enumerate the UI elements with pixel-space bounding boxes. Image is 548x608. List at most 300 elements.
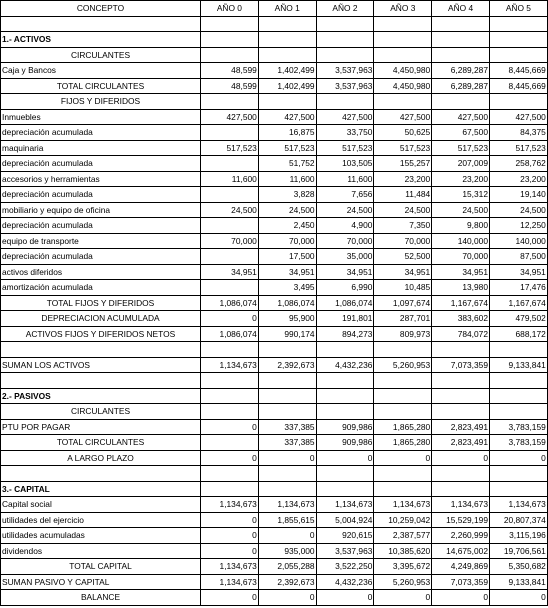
value-cell[interactable]: 2,392,673 <box>258 357 316 373</box>
value-cell[interactable]: 427,500 <box>489 109 547 125</box>
value-cell[interactable]: 11,484 <box>374 187 432 203</box>
value-cell[interactable]: 2,055,288 <box>258 559 316 575</box>
row-label-cell[interactable]: depreciación acumulada <box>1 187 201 203</box>
value-cell[interactable]: 155,257 <box>374 156 432 172</box>
table-row <box>1 497 548 513</box>
row-label-cell[interactable]: depreciación acumulada <box>1 125 201 141</box>
table-row <box>1 311 548 327</box>
table-row <box>1 435 548 451</box>
value-cell[interactable]: 11,600 <box>316 171 374 187</box>
value-cell[interactable]: 0 <box>316 450 374 466</box>
value-cell[interactable]: 427,500 <box>432 109 490 125</box>
value-cell[interactable] <box>316 466 374 482</box>
row-label-cell[interactable]: maquinaria <box>1 140 201 156</box>
value-cell[interactable]: 427,500 <box>316 109 374 125</box>
value-cell[interactable]: 14,675,002 <box>432 543 490 559</box>
table-row <box>1 295 548 311</box>
value-cell[interactable]: 95,900 <box>258 311 316 327</box>
value-cell[interactable] <box>201 280 259 296</box>
row-label-cell[interactable]: depreciación acumulada <box>1 249 201 265</box>
value-cell[interactable] <box>201 218 259 234</box>
table-row <box>1 419 548 435</box>
value-cell[interactable]: 1,855,615 <box>258 512 316 528</box>
value-cell[interactable]: 34,951 <box>258 264 316 280</box>
value-cell[interactable]: 0 <box>316 590 374 606</box>
value-cell[interactable] <box>432 16 490 32</box>
value-cell[interactable]: 11,600 <box>201 171 259 187</box>
value-cell[interactable]: 517,523 <box>489 140 547 156</box>
value-cell[interactable]: 34,951 <box>432 264 490 280</box>
value-cell[interactable]: 1,134,673 <box>201 497 259 513</box>
value-cell[interactable]: 4,900 <box>316 218 374 234</box>
row-label-cell[interactable]: 2.- PASIVOS <box>1 388 201 404</box>
value-cell[interactable] <box>489 47 547 63</box>
value-cell[interactable]: 0 <box>432 590 490 606</box>
value-cell[interactable]: 1,134,673 <box>432 497 490 513</box>
value-cell[interactable] <box>316 16 374 32</box>
value-cell[interactable] <box>258 388 316 404</box>
row-label-cell[interactable]: utilidades del ejercicio <box>1 512 201 528</box>
value-cell[interactable]: 20,807,374 <box>489 512 547 528</box>
value-cell[interactable]: 517,523 <box>374 140 432 156</box>
value-cell[interactable] <box>432 466 490 482</box>
table-row <box>1 171 548 187</box>
value-cell[interactable] <box>432 388 490 404</box>
value-cell[interactable] <box>374 481 432 497</box>
value-cell[interactable] <box>489 481 547 497</box>
value-cell[interactable] <box>201 32 259 48</box>
value-cell[interactable]: 337,385 <box>258 419 316 435</box>
value-cell[interactable] <box>432 94 490 110</box>
value-cell[interactable]: 16,875 <box>258 125 316 141</box>
value-cell[interactable] <box>258 94 316 110</box>
value-cell[interactable] <box>201 16 259 32</box>
value-cell[interactable]: 7,656 <box>316 187 374 203</box>
row-label-cell[interactable]: BALANCE <box>1 590 201 606</box>
table-row <box>1 202 548 218</box>
value-cell[interactable]: 24,500 <box>374 202 432 218</box>
value-cell[interactable]: 517,523 <box>316 140 374 156</box>
value-cell[interactable]: 427,500 <box>201 109 259 125</box>
table-row <box>1 280 548 296</box>
row-label-cell[interactable]: equipo de transporte <box>1 233 201 249</box>
value-cell[interactable]: 383,602 <box>432 311 490 327</box>
value-cell[interactable]: 3,537,963 <box>316 63 374 79</box>
row-label-cell[interactable]: DEPRECIACION ACUMULADA <box>1 311 201 327</box>
table-row <box>1 47 548 63</box>
value-cell[interactable]: 70,000 <box>316 233 374 249</box>
value-cell[interactable]: 337,385 <box>258 435 316 451</box>
row-label-cell[interactable]: activos diferidos <box>1 264 201 280</box>
value-cell[interactable]: 51,752 <box>258 156 316 172</box>
header-year-2[interactable]: AÑO 2 <box>316 1 374 17</box>
value-cell[interactable] <box>201 249 259 265</box>
value-cell[interactable]: 6,990 <box>316 280 374 296</box>
row-label-cell[interactable]: CIRCULANTES <box>1 404 201 420</box>
value-cell[interactable]: 1,086,074 <box>258 295 316 311</box>
value-cell[interactable]: 1,865,280 <box>374 435 432 451</box>
value-cell[interactable]: 3,115,196 <box>489 528 547 544</box>
row-label-cell[interactable] <box>1 16 201 32</box>
row-label-cell[interactable]: depreciación acumulada <box>1 156 201 172</box>
row-label-cell[interactable]: TOTAL CAPITAL <box>1 559 201 575</box>
value-cell[interactable]: 34,951 <box>316 264 374 280</box>
row-label-cell[interactable]: ACTIVOS FIJOS Y DIFERIDOS NETOS <box>1 326 201 342</box>
value-cell[interactable]: 7,073,359 <box>432 574 490 590</box>
value-cell[interactable]: 1,086,074 <box>201 326 259 342</box>
value-cell[interactable]: 5,350,682 <box>489 559 547 575</box>
value-cell[interactable]: 427,500 <box>258 109 316 125</box>
value-cell[interactable]: 70,000 <box>258 233 316 249</box>
row-label-cell[interactable]: CIRCULANTES <box>1 47 201 63</box>
value-cell[interactable]: 13,980 <box>432 280 490 296</box>
value-cell[interactable] <box>489 404 547 420</box>
value-cell[interactable] <box>316 47 374 63</box>
value-cell[interactable] <box>374 32 432 48</box>
value-cell[interactable]: 50,625 <box>374 125 432 141</box>
value-cell[interactable]: 23,200 <box>489 171 547 187</box>
row-label-cell[interactable]: TOTAL FIJOS Y DIFERIDOS <box>1 295 201 311</box>
row-label-cell[interactable]: accesorios y herramientas <box>1 171 201 187</box>
row-label-cell[interactable]: depreciación acumulada <box>1 218 201 234</box>
value-cell[interactable]: 909,986 <box>316 419 374 435</box>
value-cell[interactable]: 103,505 <box>316 156 374 172</box>
value-cell[interactable]: 258,762 <box>489 156 547 172</box>
value-cell[interactable]: 35,000 <box>316 249 374 265</box>
value-cell[interactable] <box>374 388 432 404</box>
value-cell[interactable]: 2,387,577 <box>374 528 432 544</box>
value-cell[interactable]: 10,485 <box>374 280 432 296</box>
value-cell[interactable]: 24,500 <box>316 202 374 218</box>
value-cell[interactable]: 0 <box>489 590 547 606</box>
value-cell[interactable] <box>201 404 259 420</box>
value-cell[interactable] <box>489 342 547 358</box>
value-cell[interactable]: 427,500 <box>374 109 432 125</box>
value-cell[interactable]: 0 <box>201 450 259 466</box>
value-cell[interactable] <box>489 94 547 110</box>
value-cell[interactable] <box>201 187 259 203</box>
table-row <box>1 218 548 234</box>
row-label-cell[interactable]: A LARGO PLAZO <box>1 450 201 466</box>
header-row <box>1 1 548 17</box>
value-cell[interactable] <box>374 404 432 420</box>
value-cell[interactable]: 909,986 <box>316 435 374 451</box>
value-cell[interactable]: 0 <box>374 590 432 606</box>
value-cell[interactable]: 935,000 <box>258 543 316 559</box>
value-cell[interactable]: 24,500 <box>489 202 547 218</box>
value-cell[interactable]: 70,000 <box>374 233 432 249</box>
table-row <box>1 342 548 358</box>
value-cell[interactable]: 3,495 <box>258 280 316 296</box>
value-cell[interactable] <box>258 16 316 32</box>
table-row <box>1 249 548 265</box>
value-cell[interactable] <box>489 32 547 48</box>
value-cell[interactable]: 0 <box>201 419 259 435</box>
row-label-cell[interactable] <box>1 466 201 482</box>
header-year-0[interactable]: AÑO 0 <box>201 1 259 17</box>
value-cell[interactable]: 0 <box>201 543 259 559</box>
value-cell[interactable]: 15,529,199 <box>432 512 490 528</box>
table-row <box>1 156 548 172</box>
value-cell[interactable]: 10,385,620 <box>374 543 432 559</box>
value-cell[interactable]: 24,500 <box>432 202 490 218</box>
value-cell[interactable]: 1,134,673 <box>316 497 374 513</box>
table-row <box>1 373 548 389</box>
value-cell[interactable]: 2,823,491 <box>432 419 490 435</box>
value-cell[interactable]: 3,783,159 <box>489 435 547 451</box>
value-cell[interactable]: 9,800 <box>432 218 490 234</box>
value-cell[interactable] <box>258 404 316 420</box>
value-cell[interactable]: 7,350 <box>374 218 432 234</box>
value-cell[interactable]: 8,445,669 <box>489 63 547 79</box>
value-cell[interactable]: 23,200 <box>374 171 432 187</box>
value-cell[interactable]: 191,801 <box>316 311 374 327</box>
row-label-cell[interactable]: 3.- CAPITAL <box>1 481 201 497</box>
value-cell[interactable] <box>374 47 432 63</box>
value-cell[interactable] <box>201 466 259 482</box>
table-row <box>1 590 548 606</box>
value-cell[interactable]: 1,134,673 <box>201 559 259 575</box>
value-cell[interactable] <box>258 47 316 63</box>
value-cell[interactable] <box>316 373 374 389</box>
sheet-body <box>1 16 548 605</box>
value-cell[interactable]: 1,402,499 <box>258 63 316 79</box>
value-cell[interactable] <box>489 16 547 32</box>
value-cell[interactable]: 0 <box>374 450 432 466</box>
value-cell[interactable]: 8,445,669 <box>489 78 547 94</box>
value-cell[interactable] <box>374 373 432 389</box>
value-cell[interactable]: 48,599 <box>201 63 259 79</box>
table-row <box>1 32 548 48</box>
value-cell[interactable]: 0 <box>258 590 316 606</box>
value-cell[interactable]: 3,395,672 <box>374 559 432 575</box>
value-cell[interactable]: 0 <box>258 528 316 544</box>
row-label-cell[interactable] <box>1 373 201 389</box>
value-cell[interactable] <box>201 373 259 389</box>
value-cell[interactable]: 920,615 <box>316 528 374 544</box>
row-label-cell[interactable]: Inmuebles <box>1 109 201 125</box>
value-cell[interactable]: 2,450 <box>258 218 316 234</box>
row-label-cell[interactable]: SUMAN PASIVO Y CAPITAL <box>1 574 201 590</box>
value-cell[interactable]: 2,823,491 <box>432 435 490 451</box>
value-cell[interactable] <box>258 342 316 358</box>
value-cell[interactable]: 52,500 <box>374 249 432 265</box>
row-label-cell[interactable]: TOTAL CIRCULANTES <box>1 435 201 451</box>
value-cell[interactable]: 7,073,359 <box>432 357 490 373</box>
value-cell[interactable]: 9,133,841 <box>489 574 547 590</box>
value-cell[interactable] <box>258 481 316 497</box>
value-cell[interactable]: 4,450,980 <box>374 63 432 79</box>
value-cell[interactable]: 23,200 <box>432 171 490 187</box>
table-row <box>1 357 548 373</box>
value-cell[interactable] <box>432 481 490 497</box>
value-cell[interactable]: 11,600 <box>258 171 316 187</box>
table-row <box>1 512 548 528</box>
value-cell[interactable]: 6,289,287 <box>432 63 490 79</box>
value-cell[interactable]: 15,312 <box>432 187 490 203</box>
row-label-cell[interactable]: Capital social <box>1 497 201 513</box>
value-cell[interactable]: 140,000 <box>432 233 490 249</box>
value-cell[interactable]: 2,392,673 <box>258 574 316 590</box>
value-cell[interactable]: 5,260,953 <box>374 574 432 590</box>
row-label-cell[interactable]: PTU POR PAGAR <box>1 419 201 435</box>
row-label-cell[interactable]: TOTAL CIRCULANTES <box>1 78 201 94</box>
value-cell[interactable]: 2,260,999 <box>432 528 490 544</box>
value-cell[interactable]: 784,072 <box>432 326 490 342</box>
value-cell[interactable]: 19,140 <box>489 187 547 203</box>
value-cell[interactable]: 24,500 <box>201 202 259 218</box>
value-cell[interactable]: 87,500 <box>489 249 547 265</box>
row-label-cell[interactable] <box>1 342 201 358</box>
row-label-cell[interactable]: mobiliario y equipo de oficina <box>1 202 201 218</box>
value-cell[interactable]: 4,450,980 <box>374 78 432 94</box>
value-cell[interactable] <box>201 125 259 141</box>
value-cell[interactable] <box>201 435 259 451</box>
value-cell[interactable]: 1,865,280 <box>374 419 432 435</box>
table-row <box>1 543 548 559</box>
table-row <box>1 94 548 110</box>
value-cell[interactable]: 207,009 <box>432 156 490 172</box>
value-cell[interactable] <box>201 481 259 497</box>
value-cell[interactable]: 479,502 <box>489 311 547 327</box>
value-cell[interactable]: 3,522,250 <box>316 559 374 575</box>
value-cell[interactable] <box>432 404 490 420</box>
value-cell[interactable]: 1,134,673 <box>258 497 316 513</box>
value-cell[interactable]: 688,172 <box>489 326 547 342</box>
value-cell[interactable]: 517,523 <box>432 140 490 156</box>
value-cell[interactable]: 6,289,287 <box>432 78 490 94</box>
value-cell[interactable]: 1,134,673 <box>201 357 259 373</box>
value-cell[interactable]: 3,537,963 <box>316 543 374 559</box>
value-cell[interactable] <box>489 373 547 389</box>
value-cell[interactable]: 1,134,673 <box>374 497 432 513</box>
value-cell[interactable]: 809,973 <box>374 326 432 342</box>
value-cell[interactable] <box>201 388 259 404</box>
value-cell[interactable]: 48,599 <box>201 78 259 94</box>
row-label-cell[interactable]: SUMAN LOS ACTIVOS <box>1 357 201 373</box>
value-cell[interactable]: 24,500 <box>258 202 316 218</box>
value-cell[interactable] <box>432 47 490 63</box>
header-year-1[interactable]: AÑO 1 <box>258 1 316 17</box>
table-row <box>1 574 548 590</box>
value-cell[interactable] <box>316 94 374 110</box>
value-cell[interactable]: 5,260,953 <box>374 357 432 373</box>
value-cell[interactable]: 0 <box>201 590 259 606</box>
value-cell[interactable]: 140,000 <box>489 233 547 249</box>
value-cell[interactable]: 1,134,673 <box>201 574 259 590</box>
value-cell[interactable] <box>489 466 547 482</box>
value-cell[interactable]: 3,783,159 <box>489 419 547 435</box>
row-label-cell[interactable]: utilidades acumuladas <box>1 528 201 544</box>
value-cell[interactable]: 70,000 <box>432 249 490 265</box>
table-row <box>1 466 548 482</box>
value-cell[interactable] <box>316 388 374 404</box>
value-cell[interactable] <box>201 156 259 172</box>
value-cell[interactable]: 17,500 <box>258 249 316 265</box>
value-cell[interactable]: 34,951 <box>374 264 432 280</box>
header-year-4[interactable]: AÑO 4 <box>432 1 490 17</box>
value-cell[interactable] <box>201 94 259 110</box>
value-cell[interactable]: 894,273 <box>316 326 374 342</box>
value-cell[interactable] <box>316 32 374 48</box>
value-cell[interactable]: 9,133,841 <box>489 357 547 373</box>
value-cell[interactable]: 17,476 <box>489 280 547 296</box>
table-row <box>1 528 548 544</box>
value-cell[interactable] <box>201 342 259 358</box>
value-cell[interactable] <box>432 32 490 48</box>
value-cell[interactable]: 70,000 <box>201 233 259 249</box>
value-cell[interactable] <box>374 466 432 482</box>
value-cell[interactable]: 4,432,236 <box>316 357 374 373</box>
value-cell[interactable]: 0 <box>258 450 316 466</box>
value-cell[interactable]: 4,432,236 <box>316 574 374 590</box>
value-cell[interactable]: 1,167,674 <box>489 295 547 311</box>
value-cell[interactable]: 84,375 <box>489 125 547 141</box>
value-cell[interactable]: 1,097,674 <box>374 295 432 311</box>
value-cell[interactable]: 12,250 <box>489 218 547 234</box>
row-label-cell[interactable]: Caja y Bancos <box>1 63 201 79</box>
value-cell[interactable]: 1,134,673 <box>489 497 547 513</box>
value-cell[interactable]: 34,951 <box>489 264 547 280</box>
header-year-5[interactable]: AÑO 5 <box>489 1 547 17</box>
value-cell[interactable] <box>201 47 259 63</box>
value-cell[interactable]: 517,523 <box>258 140 316 156</box>
value-cell[interactable] <box>374 342 432 358</box>
value-cell[interactable]: 517,523 <box>201 140 259 156</box>
value-cell[interactable]: 5,004,924 <box>316 512 374 528</box>
value-cell[interactable]: 1,167,674 <box>432 295 490 311</box>
value-cell[interactable] <box>316 342 374 358</box>
value-cell[interactable] <box>316 481 374 497</box>
value-cell[interactable]: 67,500 <box>432 125 490 141</box>
value-cell[interactable]: 10,259,042 <box>374 512 432 528</box>
value-cell[interactable]: 4,249,869 <box>432 559 490 575</box>
header-year-3[interactable]: AÑO 3 <box>374 1 432 17</box>
row-label-cell[interactable]: dividendos <box>1 543 201 559</box>
value-cell[interactable] <box>258 32 316 48</box>
row-label-cell[interactable]: amortización acumulada <box>1 280 201 296</box>
value-cell[interactable]: 33,750 <box>316 125 374 141</box>
value-cell[interactable]: 1,086,074 <box>316 295 374 311</box>
value-cell[interactable] <box>374 16 432 32</box>
row-label-cell[interactable]: FIJOS Y DIFERIDOS <box>1 94 201 110</box>
value-cell[interactable]: 34,951 <box>201 264 259 280</box>
value-cell[interactable] <box>374 94 432 110</box>
value-cell[interactable] <box>489 388 547 404</box>
value-cell[interactable]: 0 <box>201 528 259 544</box>
value-cell[interactable]: 0 <box>489 450 547 466</box>
value-cell[interactable]: 3,537,963 <box>316 78 374 94</box>
value-cell[interactable] <box>258 466 316 482</box>
value-cell[interactable] <box>258 373 316 389</box>
value-cell[interactable]: 19,706,561 <box>489 543 547 559</box>
value-cell[interactable] <box>432 373 490 389</box>
header-concepto[interactable]: CONCEPTO <box>1 1 201 17</box>
row-label-cell[interactable]: 1.- ACTIVOS <box>1 32 201 48</box>
value-cell[interactable]: 1,402,499 <box>258 78 316 94</box>
table-row <box>1 125 548 141</box>
value-cell[interactable] <box>316 404 374 420</box>
value-cell[interactable] <box>432 342 490 358</box>
value-cell[interactable]: 0 <box>201 311 259 327</box>
value-cell[interactable]: 1,086,074 <box>201 295 259 311</box>
value-cell[interactable]: 990,174 <box>258 326 316 342</box>
value-cell[interactable]: 287,701 <box>374 311 432 327</box>
value-cell[interactable]: 3,828 <box>258 187 316 203</box>
value-cell[interactable]: 0 <box>201 512 259 528</box>
value-cell[interactable]: 0 <box>432 450 490 466</box>
table-row <box>1 63 548 79</box>
